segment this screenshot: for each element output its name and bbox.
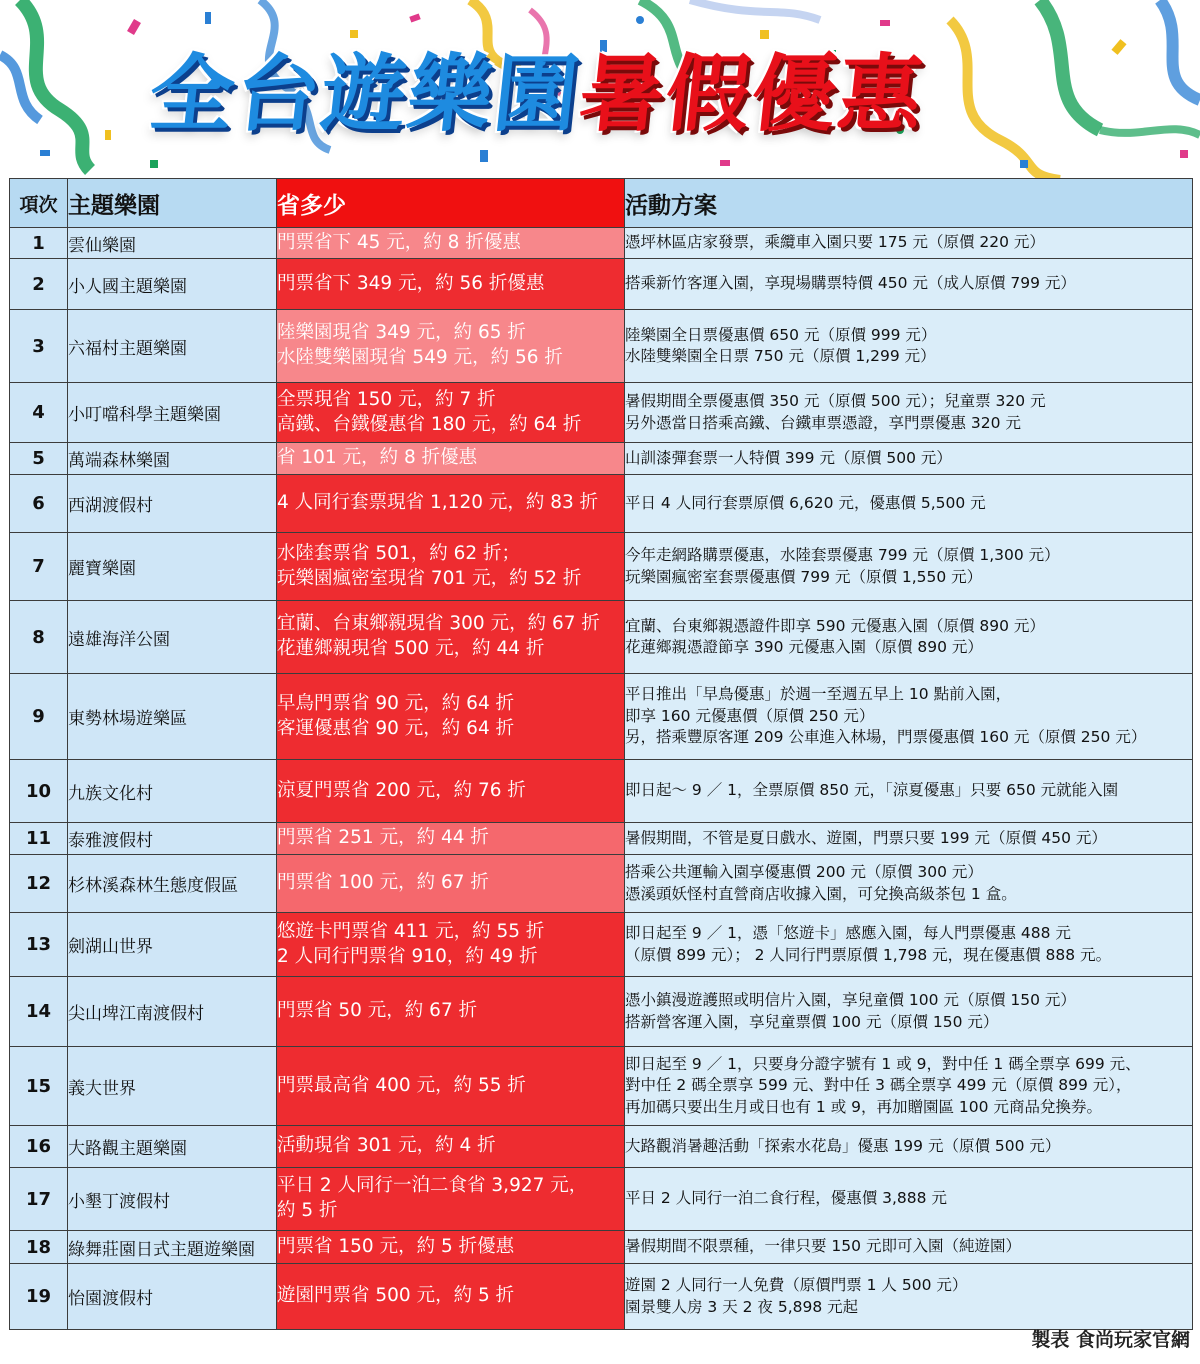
row-number: 4 xyxy=(10,383,68,443)
row-number: 14 xyxy=(10,977,68,1047)
savings-cell xyxy=(277,1264,625,1330)
savings-line: 涼夏門票省 200 元，約 76 折 xyxy=(277,779,526,801)
header-park: 主題樂園 xyxy=(68,179,277,228)
title-part-red: 暑假優惠 xyxy=(574,45,930,143)
table-row xyxy=(10,601,1193,674)
savings-cell xyxy=(277,533,625,601)
savings-line: 2 人同行門票省 910，約 49 折 xyxy=(277,945,538,967)
savings-cell xyxy=(277,855,625,913)
savings-line: 玩樂園瘋密室現省 701 元，約 52 折 xyxy=(277,567,582,589)
savings-line: 平日 2 人同行一泊二食省 3,927 元， xyxy=(277,1175,588,1197)
row-number: 11 xyxy=(10,823,68,855)
savings-line: 水陸套票省 501，約 62 折； xyxy=(277,542,520,564)
plan-line: 憑溪頭妖怪村直營商店收據入園，可兌換高級茶包 1 盒。 xyxy=(625,884,1017,903)
plan-line: 今年走網路購票優惠，水陸套票優惠 799 元（原價 1,300 元） xyxy=(625,546,1060,565)
savings-cell xyxy=(277,259,625,310)
park-name: 萬端森林樂園 xyxy=(68,443,277,475)
table-row xyxy=(10,310,1193,383)
park-name: 遠雄海洋公園 xyxy=(68,601,277,674)
plan-line: 憑坪林區店家發票，乘纜車入園只要 175 元（原價 220 元） xyxy=(625,233,1045,252)
row-number: 13 xyxy=(10,913,68,977)
table-row xyxy=(10,475,1193,533)
savings-cell xyxy=(277,913,625,977)
row-number: 19 xyxy=(10,1264,68,1330)
row-number: 18 xyxy=(10,1231,68,1264)
table-row xyxy=(10,977,1193,1047)
plan-cell xyxy=(625,1126,1193,1168)
table-row xyxy=(10,1231,1193,1264)
park-name: 綠舞莊園日式主題遊樂園 xyxy=(68,1231,277,1264)
savings-line: 省 101 元，約 8 折優惠 xyxy=(277,447,478,469)
savings-cell xyxy=(277,823,625,855)
savings-line: 4 人同行套票現省 1,120 元，約 83 折 xyxy=(277,492,599,514)
park-name: 劍湖山世界 xyxy=(68,913,277,977)
table-row xyxy=(10,1168,1193,1231)
row-number: 1 xyxy=(10,228,68,259)
plan-cell xyxy=(625,855,1193,913)
plan-cell xyxy=(625,674,1193,760)
plan-line: 搭乘公共運輸入園享優惠價 200 元（原價 300 元） xyxy=(625,863,983,882)
plan-line: 即日起至 9 ／ 1，只要身分證字號有 1 或 9，對中任 1 碼全票享 699 元、 xyxy=(625,1054,1141,1073)
plan-line: 暑假期間不限票種，一律只要 150 元即可入園（純遊園） xyxy=(625,1237,1021,1256)
row-number: 17 xyxy=(10,1168,68,1231)
plan-line: 園景雙人房 3 天 2 夜 5,898 元起 xyxy=(625,1297,859,1316)
row-number: 8 xyxy=(10,601,68,674)
title-part-blue: 全台遊樂園 xyxy=(144,45,586,143)
offers-table xyxy=(9,178,1193,1330)
plan-cell xyxy=(625,1047,1193,1126)
plan-cell xyxy=(625,443,1193,475)
plan-line: 即日起至 9 ／ 1，憑「悠遊卡」感應入園，每人門票優惠 488 元 xyxy=(625,924,1071,943)
plan-line: 玩樂園瘋密室套票優惠價 799 元（原價 1,550 元） xyxy=(625,567,983,586)
savings-cell xyxy=(277,601,625,674)
table-row xyxy=(10,855,1193,913)
park-name: 雲仙樂園 xyxy=(68,228,277,259)
savings-cell xyxy=(277,1047,625,1126)
park-name: 杉林溪森林生態度假區 xyxy=(68,855,277,913)
plan-line: 陸樂園全日票優惠價 650 元（原價 999 元） xyxy=(625,325,937,344)
savings-cell xyxy=(277,760,625,823)
savings-cell xyxy=(277,383,625,443)
plan-cell xyxy=(625,259,1193,310)
plan-line: 另外憑當日搭乘高鐵、台鐵車票憑證，享門票優惠 320 元 xyxy=(625,413,1021,432)
plan-cell xyxy=(625,823,1193,855)
plan-line: 即享 160 元優惠價（原價 250 元） xyxy=(625,706,875,725)
park-name: 六福村主題樂園 xyxy=(68,310,277,383)
plan-cell xyxy=(625,533,1193,601)
plan-cell xyxy=(625,1231,1193,1264)
plan-cell xyxy=(625,760,1193,823)
park-name: 東勢林場遊樂區 xyxy=(68,674,277,760)
savings-line: 門票省下 349 元，約 56 折優惠 xyxy=(277,272,545,294)
plan-line: 水陸雙樂園全日票 750 元（原價 1,299 元） xyxy=(625,347,936,365)
table-row xyxy=(10,1047,1193,1126)
plan-cell xyxy=(625,913,1193,977)
row-number: 5 xyxy=(10,443,68,475)
plan-line: 憑小鎮漫遊護照或明信片入園，享兒童價 100 元（原價 150 元） xyxy=(625,991,1076,1010)
park-name: 泰雅渡假村 xyxy=(68,823,277,855)
credit-text: 製表 食尚玩家官網 xyxy=(1031,1329,1190,1351)
park-name: 大路觀主題樂園 xyxy=(68,1126,277,1168)
park-name: 九族文化村 xyxy=(68,760,277,823)
savings-cell xyxy=(277,443,625,475)
plan-line: 暑假期間全票優惠價 350 元（原價 500 元）；兒童票 320 元 xyxy=(625,392,1046,411)
row-number: 3 xyxy=(10,310,68,383)
savings-line: 悠遊卡門票省 411 元，約 55 折 xyxy=(277,920,545,942)
table-row xyxy=(10,228,1193,259)
savings-line: 約 5 折 xyxy=(277,1200,338,1221)
savings-line: 門票省 50 元，約 67 折 xyxy=(277,1000,478,1022)
table-row xyxy=(10,443,1193,475)
plan-line: 大路觀消暑趣活動「探索水花島」優惠 199 元（原價 500 元） xyxy=(625,1136,1061,1155)
table-row xyxy=(10,1126,1193,1168)
row-number: 2 xyxy=(10,259,68,310)
park-name: 怡園渡假村 xyxy=(68,1264,277,1330)
table-row xyxy=(10,1264,1193,1330)
header-save: 省多少 xyxy=(277,179,625,228)
park-name: 小人國主題樂園 xyxy=(68,259,277,310)
table-row xyxy=(10,913,1193,977)
table-row xyxy=(10,674,1193,760)
savings-line: 早鳥門票省 90 元，約 64 折 xyxy=(277,692,515,714)
savings-line: 高鐵、台鐵優惠省 180 元，約 64 折 xyxy=(277,413,582,435)
row-number: 16 xyxy=(10,1126,68,1168)
savings-line: 陸樂園現省 349 元，約 65 折 xyxy=(277,322,526,344)
plan-line: 平日推出「早鳥優惠」於週一至週五早上 10 點前入園， xyxy=(625,685,1012,704)
plan-line: 即日起～ 9 ／ 1，全票原價 850 元，「涼夏優惠」只要 650 元就能入園 xyxy=(625,781,1119,800)
savings-line: 門票省 150 元，約 5 折優惠 xyxy=(277,1235,515,1257)
plan-cell xyxy=(625,310,1193,383)
savings-cell xyxy=(277,1231,625,1264)
plan-line: 平日 4 人同行套票原價 6,620 元，優惠價 5,500 元 xyxy=(625,493,986,512)
plan-cell xyxy=(625,228,1193,259)
park-name: 義大世界 xyxy=(68,1047,277,1126)
plan-cell xyxy=(625,977,1193,1047)
savings-cell xyxy=(277,1168,625,1231)
plan-cell xyxy=(625,475,1193,533)
plan-line: （原價 899 元）； 2 人同行門票原價 1,798 元，現在優惠價 888 元。 xyxy=(625,945,1112,964)
table-row xyxy=(10,760,1193,823)
row-number: 9 xyxy=(10,674,68,760)
savings-cell xyxy=(277,1126,625,1168)
plan-line: 遊園 2 人同行一人免費（原價門票 1 人 500 元） xyxy=(625,1276,968,1295)
savings-cell xyxy=(277,228,625,259)
plan-cell xyxy=(625,1264,1193,1330)
savings-line: 全票現省 150 元，約 7 折 xyxy=(277,388,496,410)
savings-cell xyxy=(277,674,625,760)
page-title xyxy=(144,45,930,143)
table-row xyxy=(10,259,1193,310)
park-name: 西湖渡假村 xyxy=(68,475,277,533)
plan-line: 再加碼只要出生月或日也有 1 或 9，再加贈園區 100 元商品兌換券。 xyxy=(625,1097,1102,1116)
plan-line: 暑假期間，不管是夏日戲水、遊園，門票只要 199 元（原價 450 元） xyxy=(625,828,1107,847)
row-number: 15 xyxy=(10,1047,68,1126)
plan-line: 花蓮鄉親憑證節享 390 元優惠入園（原價 890 元） xyxy=(625,638,983,656)
park-name: 尖山埤江南渡假村 xyxy=(68,977,277,1047)
plan-line: 對中任 2 碼全票享 599 元、對中任 3 碼全票享 499 元（原價 899 元）， xyxy=(625,1076,1132,1095)
savings-cell xyxy=(277,310,625,383)
row-number: 12 xyxy=(10,855,68,913)
plan-cell xyxy=(625,1168,1193,1231)
row-number: 6 xyxy=(10,475,68,533)
savings-line: 宜蘭、台東鄉親現省 300 元，約 67 折 xyxy=(277,613,600,635)
savings-cell xyxy=(277,977,625,1047)
plan-line: 搭乘新竹客運入園，享現場購票特價 450 元（成人原價 799 元） xyxy=(625,274,1076,293)
savings-line: 花蓮鄉親現省 500 元，約 44 折 xyxy=(277,638,545,659)
plan-line: 另，搭乘豐原客運 209 公車進入林場，門票優惠價 160 元（原價 250 元） xyxy=(625,728,1147,747)
table-row xyxy=(10,533,1193,601)
savings-line: 門票最高省 400 元，約 55 折 xyxy=(277,1074,526,1096)
row-number: 7 xyxy=(10,533,68,601)
plan-cell xyxy=(625,383,1193,443)
savings-line: 門票省 100 元，約 67 折 xyxy=(277,872,489,894)
header-num: 項次 xyxy=(10,179,68,228)
row-number: 10 xyxy=(10,760,68,823)
savings-cell xyxy=(277,475,625,533)
plan-line: 宜蘭、台東鄉親憑證件即享 590 元優惠入園（原價 890 元） xyxy=(625,616,1045,635)
table-header-row xyxy=(10,179,1193,228)
savings-line: 客運優惠省 90 元，約 64 折 xyxy=(277,717,515,739)
park-name: 小叮噹科學主題樂園 xyxy=(68,383,277,443)
table-row xyxy=(10,823,1193,855)
plan-line: 搭新營客運入園，享兒童票價 100 元（原價 150 元） xyxy=(625,1012,999,1031)
savings-line: 門票省下 45 元，約 8 折優惠 xyxy=(277,231,521,253)
plan-line: 平日 2 人同行一泊二食行程，優惠價 3,888 元 xyxy=(625,1189,947,1208)
savings-line: 門票省 251 元，約 44 折 xyxy=(277,827,489,849)
plan-line: 山訓漆彈套票一人特價 399 元（原價 500 元） xyxy=(625,448,952,467)
table-row xyxy=(10,383,1193,443)
savings-line: 活動現省 301 元，約 4 折 xyxy=(277,1135,496,1157)
header-banner xyxy=(0,0,1200,180)
savings-line: 水陸雙樂園現省 549 元，約 56 折 xyxy=(277,347,563,368)
savings-line: 遊園門票省 500 元，約 5 折 xyxy=(277,1285,515,1307)
park-name: 麗寶樂園 xyxy=(68,533,277,601)
park-name: 小墾丁渡假村 xyxy=(68,1168,277,1231)
plan-cell xyxy=(625,601,1193,674)
header-plan: 活動方案 xyxy=(625,179,1193,228)
